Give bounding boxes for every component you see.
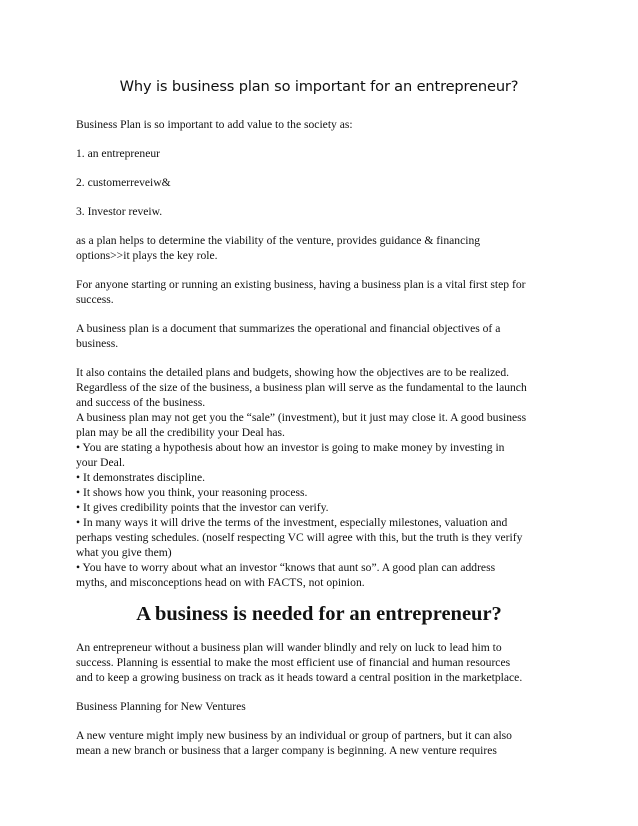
- bullet-line: • It gives credibility points that the investor can verify.: [76, 501, 329, 514]
- paragraph-line: and to keep a growing business on track as it heads toward a central position in the marketplace.: [76, 671, 523, 684]
- paragraph-line: An entrepreneur without a business plan will wander blindly and rely on luck to lead him to: [76, 641, 502, 654]
- subsection-title: Business Planning for New Ventures: [76, 700, 246, 713]
- paragraph-line: Business Plan is so important to add value to the society as:: [76, 118, 353, 131]
- list-item: 2. customerreveiw&: [76, 176, 171, 189]
- paragraph-line: business.: [76, 337, 119, 350]
- paragraph-line: success.: [76, 293, 114, 306]
- bullet-line: • It demonstrates discipline.: [76, 471, 205, 484]
- list-item: 3. Investor reveiw.: [76, 205, 163, 218]
- bullet-line: your Deal.: [76, 456, 125, 469]
- bullet-line: perhaps vesting schedules. (noself respecting VC will agree with this, but the truth is they verify: [76, 531, 523, 544]
- paragraph-line: success. Planning is essential to make the most efficient use of financial and human resources: [76, 656, 511, 669]
- bullet-line: • In many ways it will drive the terms of the investment, especially milestones, valuation and: [76, 516, 508, 529]
- paragraph-line: plan may be all the credibility your Deal has.: [76, 426, 285, 439]
- bullet-line: • You have to worry about what an investor “knows that aunt so”. A good plan can address: [76, 561, 496, 574]
- paragraph-line: mean a new branch or business that a larger company is beginning. A new venture requires: [76, 744, 497, 757]
- bullet-line: myths, and misconceptions head on with FACTS, not opinion.: [76, 576, 365, 589]
- bullet-line: • It shows how you think, your reasoning process.: [76, 486, 308, 499]
- paragraph-line: A business plan is a document that summarizes the operational and financial objectives of a: [76, 322, 501, 335]
- paragraph-line: options>>it plays the key role.: [76, 249, 218, 262]
- document-body: [76, 117, 576, 758]
- paragraph-line: Regardless of the size of the business, a business plan will serve as the fundamental to the launch: [76, 381, 527, 394]
- paragraph-line: and success of the business.: [76, 396, 206, 409]
- bullet-line: • You are stating a hypothesis about how an investor is going to make money by investing in: [76, 441, 505, 454]
- list-item: 1. an entrepreneur: [76, 147, 161, 160]
- paragraph-line: For anyone starting or running an existing business, having a business plan is a vital first step for: [76, 278, 526, 291]
- section-heading: A business is needed for an entrepreneur?: [136, 603, 502, 625]
- paragraph-line: It also contains the detailed plans and budgets, showing how the objectives are to be realized.: [76, 366, 510, 379]
- paragraph-line: A new venture might imply new business by an individual or group of partners, but it can also: [76, 729, 512, 742]
- document-title: Why is business plan so important for an entrepreneur?: [119, 78, 519, 95]
- bullet-line: what you give them): [76, 546, 172, 559]
- paragraph-line: A business plan may not get you the “sale” (investment), but it just may close it. A good business: [76, 411, 527, 424]
- paragraph-line: as a plan helps to determine the viability of the venture, provides guidance & financing: [76, 234, 481, 247]
